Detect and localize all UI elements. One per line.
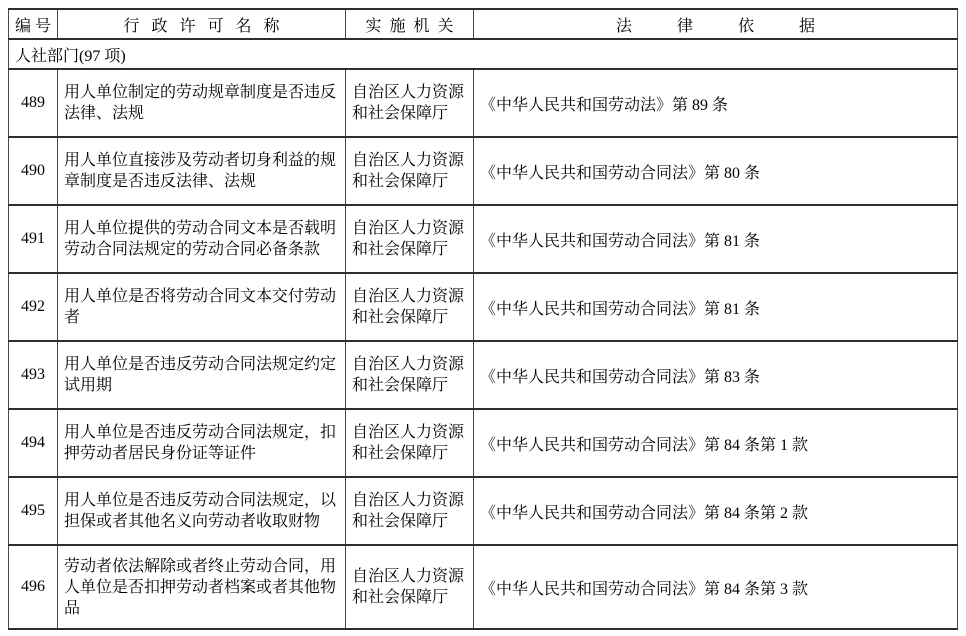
row-number-cell: 489 [9, 69, 58, 137]
table-row [9, 273, 958, 341]
legal-basis-cell: 《中华人民共和国劳动合同法》第 81 条 [474, 273, 958, 341]
agency-cell: 自治区人力资源和社会保障厅 [346, 545, 474, 629]
row-number-cell: 496 [9, 545, 58, 629]
table-row [9, 545, 958, 629]
table-row [9, 205, 958, 273]
legal-basis-cell: 《中华人民共和国劳动合同法》第 81 条 [474, 205, 958, 273]
permit-name-cell: 用人单位是否违反劳动合同法规定，扣押劳动者居民身份证等证件 [58, 409, 346, 477]
permit-name-cell: 用人单位是否将劳动合同文本交付劳动者 [58, 273, 346, 341]
agency-cell: 自治区人力资源和社会保障厅 [346, 137, 474, 205]
permit-name-cell: 用人单位是否违反劳动合同法规定约定试用期 [58, 341, 346, 409]
legal-basis-cell: 《中华人民共和国劳动合同法》第 83 条 [474, 341, 958, 409]
row-number-cell: 495 [9, 477, 58, 545]
column-header-name-label: 行政许可名称 [123, 17, 292, 35]
table-row [9, 409, 958, 477]
legal-basis-cell: 《中华人民共和国劳动合同法》第 80 条 [474, 137, 958, 205]
column-header-name [58, 9, 346, 39]
row-number-cell: 494 [9, 409, 58, 477]
permit-name-cell: 劳动者依法解除或者终止劳动合同，用人单位是否扣押劳动者档案或者其他物品 [58, 545, 346, 629]
agency-cell: 自治区人力资源和社会保障厅 [346, 477, 474, 545]
permit-name-cell: 用人单位是否违反劳动合同法规定，以担保或者其他名义向劳动者收取财物 [58, 477, 346, 545]
table-row [9, 477, 958, 545]
section-header-label: 人社部门(97 项) [9, 39, 958, 69]
agency-cell: 自治区人力资源和社会保障厅 [346, 69, 474, 137]
table-header-row [9, 9, 958, 39]
legal-basis-cell: 《中华人民共和国劳动合同法》第 84 条第 1 款 [474, 409, 958, 477]
table-row [9, 69, 958, 137]
table-row [9, 341, 958, 409]
permit-name-cell: 用人单位制定的劳动规章制度是否违反法律、法规 [58, 69, 346, 137]
column-header-number [9, 9, 58, 39]
column-header-legal [474, 9, 958, 39]
column-header-agency [346, 9, 474, 39]
column-header-legal-label: 法律依据 [615, 17, 860, 35]
row-number-cell: 492 [9, 273, 58, 341]
column-header-agency-label: 实施机关 [365, 17, 462, 35]
agency-cell: 自治区人力资源和社会保障厅 [346, 409, 474, 477]
table-row [9, 137, 958, 205]
column-header-number-label: 编号 [15, 17, 56, 35]
permit-name-cell: 用人单位提供的劳动合同文本是否载明劳动合同法规定的劳动合同必备条款 [58, 205, 346, 273]
legal-basis-cell: 《中华人民共和国劳动合同法》第 84 条第 3 款 [474, 545, 958, 629]
legal-basis-cell: 《中华人民共和国劳动法》第 89 条 [474, 69, 958, 137]
document-sheet [8, 8, 958, 630]
agency-cell: 自治区人力资源和社会保障厅 [346, 205, 474, 273]
section-header-row [9, 39, 958, 69]
agency-cell: 自治区人力资源和社会保障厅 [346, 341, 474, 409]
permit-name-cell: 用人单位直接涉及劳动者切身利益的规章制度是否违反法律、法规 [58, 137, 346, 205]
permits-table [8, 8, 958, 630]
row-number-cell: 490 [9, 137, 58, 205]
agency-cell: 自治区人力资源和社会保障厅 [346, 273, 474, 341]
row-number-cell: 493 [9, 341, 58, 409]
row-number-cell: 491 [9, 205, 58, 273]
legal-basis-cell: 《中华人民共和国劳动合同法》第 84 条第 2 款 [474, 477, 958, 545]
